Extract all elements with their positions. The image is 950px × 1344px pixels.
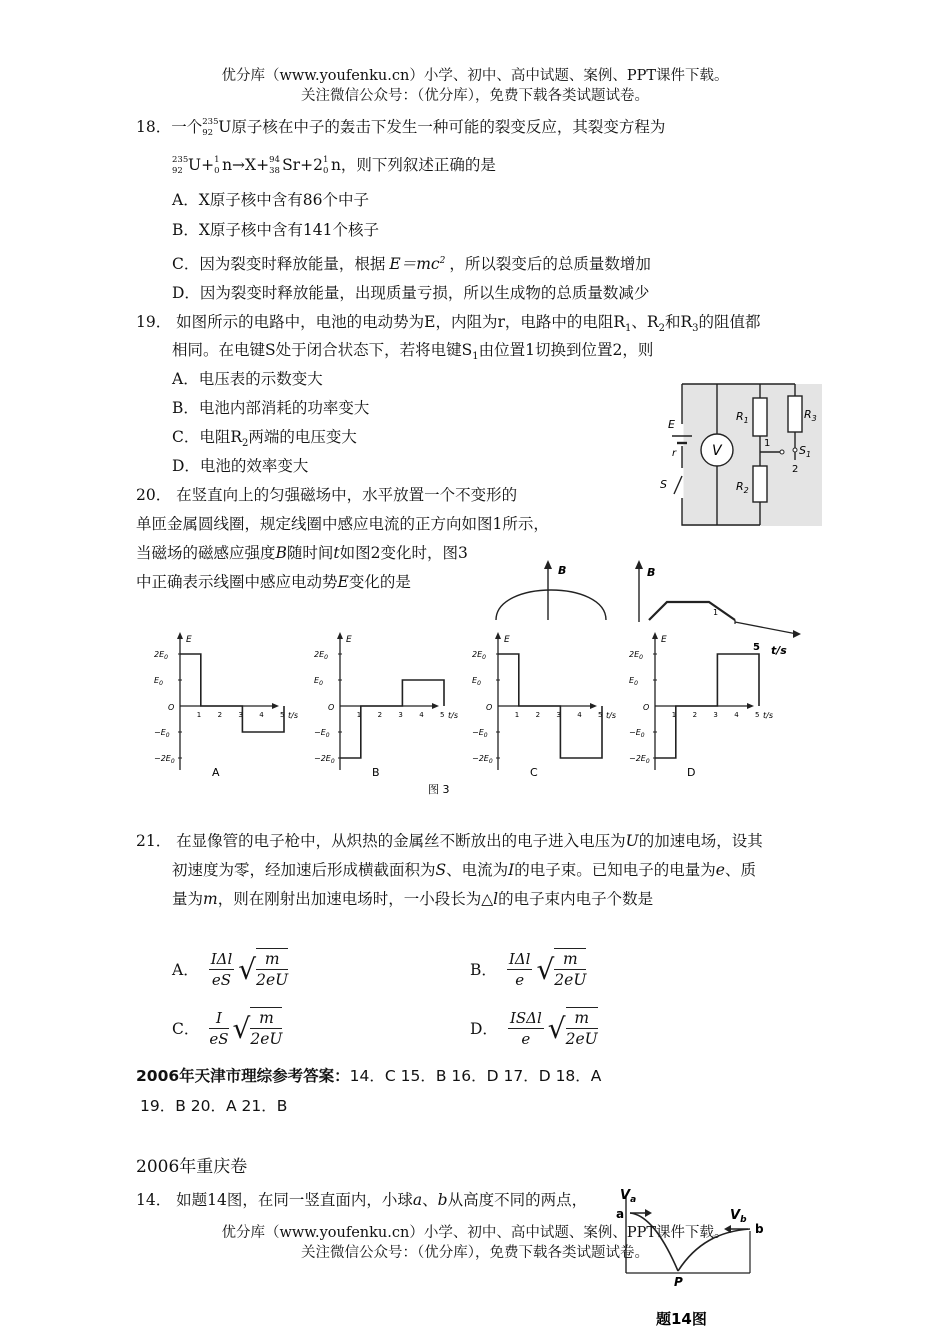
cq14-tail: 从高度不同的两点， (447, 1191, 588, 1209)
q21-b-radical: √ (536, 952, 555, 986)
s1-sub: 1 (805, 450, 812, 459)
graph-3-ytick-sub-1: 0 (634, 680, 638, 687)
graph-1-ytick-sub-0: 0 (324, 654, 328, 661)
graph-1-ytick-sub-3: 0 (330, 758, 335, 765)
sr-mass: 94 (269, 155, 280, 165)
q19-option-c-text: C．电阻R (172, 428, 243, 446)
q21-l1U: U (625, 832, 639, 850)
r1-letter: R (736, 410, 744, 423)
q21-option-b (470, 948, 586, 990)
q21-c-radical: √ (232, 1011, 251, 1045)
graph-0-origin: O (168, 703, 175, 712)
fig14-va-arrowhead (645, 1209, 652, 1217)
q18-option-c (172, 251, 651, 274)
graph-3-xtick-4: 5 (755, 711, 760, 719)
q21-d-radical: √ (547, 1011, 566, 1045)
circuit-diagram (650, 380, 825, 530)
graph-2-e-label: E (504, 635, 510, 645)
graph-0-y-arrow (177, 632, 183, 639)
cq14-ball-b: b (437, 1191, 448, 1209)
graph-2-xtick-0: 1 (514, 711, 520, 719)
q21-option-a (172, 948, 288, 990)
fig2-b-curve (649, 602, 735, 620)
graph-2-xtick-4: 5 (598, 711, 603, 719)
q18-equation (172, 155, 496, 176)
q18-option-c-text: C．因为裂变时释放能量，根据 (172, 255, 386, 274)
graph-2-ytick-0: $2E_0$ (472, 650, 486, 661)
graph-3-ytick-sub-3: 0 (645, 758, 650, 765)
q18-text-a: 一个 (171, 118, 203, 136)
q20-stem-2: 单匝金属圆线圈，规定线圈中感应电流的正方向如图1所示， (136, 515, 549, 533)
graph-3-ytick-0: $2E_0$ (629, 650, 643, 661)
r1-sub: 1 (743, 416, 749, 425)
header-line-1: 优分库（www.youfenku.cn）小学、初中、高中试题、案例、PPT课件下载。 (221, 68, 729, 84)
eq-u: U+ (188, 156, 215, 174)
q20-l4E: E (337, 573, 349, 591)
q19-mid2: 和R (664, 313, 693, 331)
graph-0-option-label: A (212, 766, 220, 779)
fig3-graphs (140, 630, 820, 800)
q21-stem-1 (136, 831, 763, 851)
fig14-va (620, 1188, 636, 1205)
q21-l2b: 、电流为 (446, 861, 509, 879)
graph-0-emf-curve (180, 654, 284, 732)
q21-a-label: A． (172, 961, 199, 979)
graph-1-x-arrow (432, 703, 439, 709)
graph-3-option-label: D (687, 766, 696, 779)
q21-l1b: 的加速电场，设其 (638, 832, 763, 850)
fig2-tick-1: 1 (713, 608, 719, 617)
fig14-vb-sub: b (740, 1215, 747, 1225)
graph-3-ytick-sub-2: 0 (640, 732, 645, 739)
q21-c-rd: 2eU (250, 1030, 283, 1048)
n-z: 0 (214, 166, 220, 176)
q21-l3l: l (493, 890, 499, 908)
q21-l1a: 21． 在显像管的电子枪中，从炽热的金属丝不断放出的电子进入电压为 (136, 832, 626, 850)
footer-line-1: 优分库（www.youfenku.cn）小学、初中、高中试题、案例、PPT课件下载。 (221, 1225, 729, 1241)
q21-a-num: IΔl (210, 949, 233, 968)
graph-3-x-arrow (747, 703, 754, 709)
q18-option-a: A．X原子核中含有86个中子 (172, 191, 369, 209)
graph-0-xtick-4: 5 (280, 711, 285, 719)
q20-l3B: B (275, 544, 287, 562)
q21-a-fraction (209, 949, 235, 990)
graph-3-ytick-1: $E_0$ (629, 676, 638, 687)
graph-1-ytick-3: $-2E_0$ (314, 754, 335, 765)
graph-0-x-arrow (272, 703, 279, 709)
graph-1-emf-curve (340, 680, 444, 758)
graph-3-ytick-3: $-2E_0$ (629, 754, 650, 765)
answers-title: 2006年天津市理综参考答案： (136, 1067, 350, 1085)
q21-l2I: I (508, 861, 515, 879)
q21-a-den: eS (211, 970, 232, 989)
graph-0-xtick-3: 4 (259, 711, 264, 719)
q21-l3m: m (203, 890, 218, 908)
r3-sub: 3 (811, 414, 817, 423)
footer-line-2: 关注微信公众号：（优分库），免费下载各类试题试卷。 (301, 1245, 649, 1261)
graph-2-ytick-sub-3: 0 (488, 758, 493, 765)
q21-b-den: e (515, 970, 525, 989)
q21-a-rn: m (256, 949, 288, 970)
graph-2-option-label: C (530, 766, 538, 779)
q18-stem (136, 117, 665, 138)
graph-0-xtick-2: 3 (238, 711, 243, 719)
cq14-a: 14． 如题14图，在同一竖直面内，小球 (136, 1191, 413, 1209)
q21-b-fraction (507, 949, 533, 990)
graph-1-xtick-0: 1 (356, 711, 362, 719)
graph-0-ytick-1: $E_0$ (154, 676, 163, 687)
q21-b-label: B． (470, 961, 497, 979)
graph-3-xtick-1: 2 (692, 711, 698, 719)
r3-letter: R (804, 408, 812, 421)
graph-0-ytick-sub-0: 0 (164, 654, 168, 661)
graph-3-y-arrow (652, 632, 658, 639)
graph-0-ytick-sub-1: 0 (159, 680, 163, 687)
fig14-p-label: P (674, 1275, 683, 1289)
fig14-b-label: b (755, 1222, 764, 1236)
q21-l3c: 的电子束内电子个数是 (498, 890, 654, 908)
r2-letter: R (736, 480, 744, 493)
s1-contact (780, 450, 784, 454)
q19-option-d: D．电池的效率变大 (172, 457, 309, 475)
answers-14-18: 14．C 15．B 16．D 17．D 18．A (349, 1067, 602, 1085)
q21-c-num: I (209, 1008, 228, 1029)
fig2-t-label: t/s (771, 644, 787, 657)
q20-l4a: 中正确表示线圈中感应电动势 (136, 573, 338, 591)
graph-1-ytick-0: $2E_0$ (314, 650, 328, 661)
chongqing-title: 2006年重庆卷 (136, 1157, 248, 1177)
q21-c-fraction (209, 1008, 228, 1049)
graph-0-ytick-0: $2E_0$ (154, 650, 168, 661)
q21-l2c: 的电子束。已知电子的电量为 (514, 861, 716, 879)
fig1-coil (490, 560, 615, 630)
u-z: 92 (202, 128, 214, 138)
q21-l2S: S (435, 861, 447, 879)
q18-option-b: B．X原子核中含有141个核子 (172, 221, 380, 239)
q20-l4b: 变化的是 (348, 573, 411, 591)
q18-option-c-tail: ，所以裂变后的总质量数增加 (449, 255, 651, 274)
header-line-2: 关注微信公众号：（优分库），免费下载各类试题试卷。 (301, 88, 649, 104)
u-z-2: 92 (172, 166, 183, 176)
eq-sr: Sr+2 (282, 156, 323, 174)
graph-0-ytick-sub-3: 0 (170, 758, 175, 765)
fig3-caption: 图 3 (428, 783, 450, 796)
fig14-a-label: a (616, 1207, 625, 1221)
graph-0-ytick-3: $-2E_0$ (154, 754, 175, 765)
graph-2-ytick-sub-2: 0 (483, 732, 488, 739)
graph-2-origin: O (486, 703, 493, 712)
q19-option-c (172, 427, 357, 454)
graph-1-ytick-2: $-E_0$ (314, 728, 330, 739)
q21-d-fraction (508, 1008, 544, 1049)
graph-1-y-arrow (337, 632, 343, 639)
q21-option-c (172, 1007, 282, 1049)
graph-2-xtick-3: 4 (577, 711, 582, 719)
q21-c-den: eS (209, 1029, 229, 1048)
q21-d-label: D． (470, 1020, 498, 1038)
q18-text-b: U原子核在中子的轰击下发生一种可能的裂变反应，其裂变方程为 (218, 118, 666, 136)
q21-d-num: ISΔl (509, 1008, 542, 1027)
answers-line-1 (136, 1066, 601, 1086)
pos2-label: 2 (792, 464, 799, 475)
q21-c-rn: m (250, 1008, 282, 1029)
graph-1-xtick-4: 5 (440, 711, 445, 719)
resistor-r1 (753, 398, 767, 436)
graph-2-ytick-1: $E_0$ (472, 676, 481, 687)
graph-2-ytick-sub-0: 0 (482, 654, 486, 661)
graphs-root (154, 632, 773, 779)
emc2-exp: 2 (439, 256, 446, 266)
graph-2-xtick-2: 3 (556, 711, 561, 719)
q19-option-a: A．电压表的示数变大 (172, 370, 323, 388)
graph-2-ytick-sub-1: 0 (477, 680, 481, 687)
graph-2-t-label: t/s (606, 711, 616, 720)
graph-2-xtick-1: 2 (535, 711, 541, 719)
q21-l2d: 、质 (724, 861, 756, 879)
graph-1-xtick-3: 4 (419, 711, 424, 719)
q19-line2b: 由位置1切换到位置2，则 (478, 341, 654, 359)
u-isotope (202, 118, 218, 138)
q21-stem-2 (172, 860, 756, 880)
u-mass-2: 235 (172, 155, 189, 165)
resistor-r3 (788, 396, 802, 432)
q19-line2a: 相同。在电键S处于闭合状态下，若将电键S (172, 341, 473, 359)
q19-option-b: B．电池内部消耗的功率变大 (172, 399, 370, 417)
graph-2-ytick-2: $-E_0$ (472, 728, 488, 739)
q18-option-d: D．因为裂变时释放能量，出现质量亏损，所以生成物的总质量数减少 (172, 284, 650, 302)
q20-l3b: 随时间 (286, 544, 334, 562)
eq-n: n→X+ (222, 156, 270, 174)
q19-r3-sub: 3 (692, 323, 699, 335)
eq-tail: n，则下列叙述正确的是 (330, 156, 496, 174)
q20-l3a: 当磁场的磁感应强度 (136, 544, 276, 562)
q21-d-radicand (566, 1007, 598, 1049)
q21-b-radicand (554, 948, 586, 990)
s-label: S (660, 478, 667, 491)
n-mass: 1 (214, 155, 220, 165)
graph-1-t-label: t/s (448, 711, 458, 720)
graph-0-ytick-sub-2: 0 (165, 732, 170, 739)
graph-3-e-label: E (661, 635, 667, 645)
sr-isotope (269, 156, 282, 176)
graph-3-ytick-2: $-E_0$ (629, 728, 645, 739)
q19-mid1: 、R (631, 313, 659, 331)
q21-l3a: 量为 (172, 890, 204, 908)
q18-number: 18． (136, 118, 172, 136)
q21-l2a: 初速度为零，经加速后形成横截面积为 (172, 861, 436, 879)
graph-1-option-label: B (372, 766, 380, 779)
graph-0-xtick-1: 2 (217, 711, 223, 719)
graph-B (314, 632, 458, 779)
graph-2-ytick-3: $-2E_0$ (472, 754, 493, 765)
q19-line1: 19． 如图所示的电路中，电池的电动势为E，内阻为r，电路中的电阻R (136, 313, 626, 331)
q20-stem-4 (136, 572, 411, 592)
u-mass: 235 (202, 117, 219, 127)
graph-2-y-arrow (495, 632, 501, 639)
q19-stem-2 (172, 340, 653, 367)
graph-0-t-label: t/s (288, 711, 298, 720)
graph-1-ytick-sub-2: 0 (325, 732, 330, 739)
graph-0-xtick-0: 1 (196, 711, 202, 719)
q19-option-c-tail: 两端的电压变大 (248, 428, 357, 446)
q19-r1-sub: 1 (625, 323, 632, 335)
graph-3-xtick-3: 4 (734, 711, 739, 719)
coil-b-arrowhead (544, 560, 552, 569)
q19-r2-sub: 2 (658, 323, 665, 335)
q21-b-num: IΔl (508, 949, 531, 968)
graph-3-t-label: t/s (763, 711, 773, 720)
n-z-2: 0 (322, 166, 329, 176)
q21-d-rd: 2eU (565, 1030, 598, 1048)
q20-stem-1: 20． 在竖直向上的匀强磁场中，水平放置一个不变形的 (136, 486, 518, 504)
graph-0-e-label: E (186, 635, 192, 645)
cq14-ball-a: a (412, 1191, 423, 1209)
voltmeter-label: V (712, 443, 722, 459)
emc2-text: E＝mc (389, 255, 440, 274)
coil-b-label: B (558, 564, 567, 577)
graph-1-xtick-2: 3 (398, 711, 403, 719)
q19-option-c-sub: 2 (242, 438, 249, 450)
q20-l3c: 如图2变化时，图3 (339, 544, 468, 562)
q21-a-rd: 2eU (256, 971, 289, 989)
r2-sub: 2 (743, 486, 749, 495)
cq14-mid: 、 (422, 1191, 438, 1209)
fig2-y-arrow (635, 560, 643, 569)
resistor-r2 (753, 466, 767, 502)
q21-a-radical: √ (238, 952, 257, 986)
graph-1-e-label: E (346, 635, 352, 645)
graph-1-xtick-1: 2 (377, 711, 383, 719)
q21-c-radicand (250, 1007, 282, 1049)
q19-s1-sub: 1 (472, 351, 479, 363)
emc2-formula (389, 255, 445, 273)
graph-1-ytick-1: $E_0$ (314, 676, 323, 687)
s1-letter: S (799, 444, 806, 457)
e-label: E (668, 418, 675, 431)
sr-z: 38 (269, 166, 280, 176)
q21-d-rn: m (566, 1008, 598, 1029)
n-mass-2: 1 (322, 155, 329, 165)
q21-d-den: e (521, 1029, 531, 1048)
q21-stem-3 (172, 889, 653, 909)
n-isotope-2 (323, 156, 331, 176)
u-isotope-2 (172, 156, 188, 176)
q21-l2e: e (715, 861, 725, 879)
graph-1-origin: O (328, 703, 335, 712)
answers-line-2: 19．B 20．A 21．B (140, 1097, 288, 1115)
fig14-caption: 题14图 (656, 1310, 707, 1328)
q19-stem-1 (136, 312, 761, 339)
q21-a-radicand (256, 948, 288, 990)
graph-3-xtick-0: 1 (671, 711, 677, 719)
s1-pivot (793, 448, 797, 452)
q21-b-rn: m (554, 949, 586, 970)
chongqing-q14 (136, 1190, 587, 1210)
fig14-vb-letter: V (730, 1208, 741, 1223)
q21-b-rd: 2eU (554, 971, 587, 989)
r-label: r (672, 448, 677, 459)
graph-3-xtick-2: 3 (713, 711, 718, 719)
q21-option-d (470, 1007, 598, 1049)
graph-1-ytick-sub-1: 0 (319, 680, 323, 687)
graph-A (154, 632, 298, 779)
coil-ring (496, 590, 606, 620)
graph-D (629, 632, 773, 779)
q20-l3t: t (333, 544, 340, 562)
q20-stem-3 (136, 543, 468, 563)
graph-C (472, 632, 616, 779)
q21-l3b: ，则在刚射出加速电场时，一小段长为△ (217, 890, 494, 908)
q21-c-label: C． (172, 1020, 200, 1038)
graph-3-ytick-sub-0: 0 (639, 654, 643, 661)
fig2-tick-5: 5 (753, 642, 760, 653)
fig14-va-sub: a (630, 1195, 637, 1205)
graph-3-origin: O (643, 703, 650, 712)
graph-2-x-arrow (590, 703, 597, 709)
fig2-b-label: B (647, 566, 656, 579)
pos1-label: 1 (764, 438, 771, 449)
fig14-va-letter: V (620, 1188, 631, 1203)
n-isotope (214, 156, 222, 176)
graph-0-ytick-2: $-E_0$ (154, 728, 170, 739)
q19-tail1: 的阻值都 (698, 313, 761, 331)
